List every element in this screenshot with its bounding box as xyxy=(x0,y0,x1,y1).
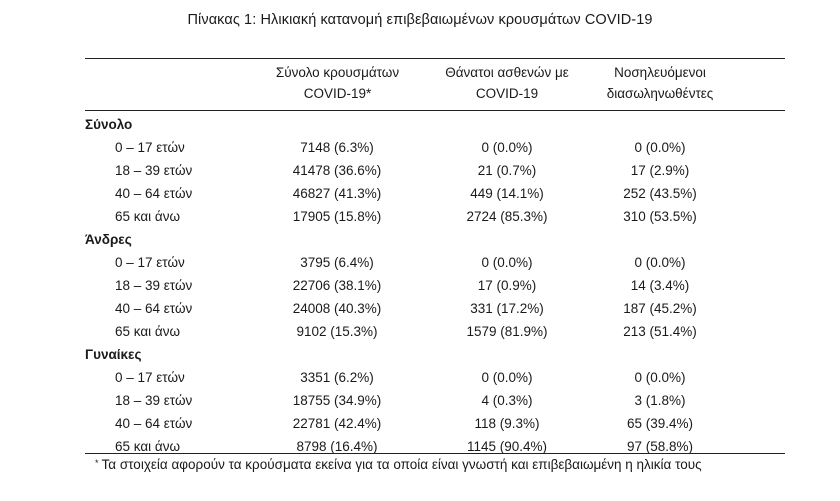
intubated-cell: 0 (0.0%) xyxy=(634,255,686,270)
table-row xyxy=(0,161,840,181)
age-label: 65 και άνω xyxy=(115,439,181,454)
header-line: Σύνολο κρουσμάτων xyxy=(275,65,400,80)
age-label: 65 και άνω xyxy=(115,324,181,339)
age-label: 18 – 39 ετών xyxy=(115,278,193,293)
deaths-cell: 0 (0.0%) xyxy=(481,140,533,155)
intubated-cell: 3 (1.8%) xyxy=(634,393,686,408)
intubated-cell: 310 (53.5%) xyxy=(623,209,697,224)
header-line: Νοσηλευόμενοι xyxy=(614,65,706,80)
age-label: 65 και άνω xyxy=(115,209,181,224)
age-label: 18 – 39 ετών xyxy=(115,163,193,178)
header-deaths xyxy=(432,62,582,104)
table-row xyxy=(0,184,840,204)
deaths-cell: 1145 (90.4%) xyxy=(466,439,548,454)
deaths-cell: 21 (0.7%) xyxy=(477,163,537,178)
intubated-cell: 17 (2.9%) xyxy=(630,163,690,178)
intubated-cell: 0 (0.0%) xyxy=(634,370,686,385)
group-label: Άνδρες xyxy=(85,232,132,247)
header-line: Θάνατοι ασθενών με xyxy=(445,65,569,80)
group-label: Γυναίκες xyxy=(85,347,142,362)
cases-cell: 41478 (36.6%) xyxy=(292,163,382,178)
footnote-text: Τα στοιχεία αφορούν τα κρούσματα εκείνα για τα οποία είναι γνωστή και επιβεβαιωμένη η ηλικία τους xyxy=(101,457,702,472)
cases-cell: 3795 (6.4%) xyxy=(300,255,374,270)
intubated-cell: 97 (58.8%) xyxy=(626,439,694,454)
age-label: 40 – 64 ετών xyxy=(115,186,193,201)
intubated-cell: 252 (43.5%) xyxy=(623,186,697,201)
cases-cell: 46827 (41.3%) xyxy=(292,186,382,201)
header-rule xyxy=(85,110,785,111)
deaths-cell: 4 (0.3%) xyxy=(481,393,533,408)
table-title: Πίνακας 1: Ηλικιακή κατανομή επιβεβαιωμένων κρουσμάτων COVID-19 xyxy=(187,12,653,28)
header-line: COVID-19* xyxy=(303,86,372,101)
deaths-cell: 0 (0.0%) xyxy=(481,370,533,385)
table-row xyxy=(0,322,840,342)
table-row xyxy=(0,276,840,296)
intubated-cell: 213 (51.4%) xyxy=(623,324,697,339)
intubated-cell: 187 (45.2%) xyxy=(623,301,697,316)
deaths-cell: 331 (17.2%) xyxy=(470,301,544,316)
group-row xyxy=(0,115,840,135)
header-line: COVID-19 xyxy=(475,86,539,101)
cases-cell: 22706 (38.1%) xyxy=(292,278,382,293)
top-rule xyxy=(85,58,785,59)
table-row xyxy=(0,299,840,319)
cases-cell: 3351 (6.2%) xyxy=(300,370,374,385)
table-row xyxy=(0,138,840,158)
age-label: 40 – 64 ετών xyxy=(115,301,193,316)
age-label: 0 – 17 ετών xyxy=(115,370,185,385)
deaths-cell: 17 (0.9%) xyxy=(477,278,537,293)
footnote-marker: * xyxy=(95,458,99,468)
deaths-cell: 118 (9.3%) xyxy=(474,416,540,431)
group-label: Σύνολο xyxy=(85,117,133,132)
deaths-cell: 1579 (81.9%) xyxy=(466,324,548,339)
intubated-cell: 0 (0.0%) xyxy=(634,140,686,155)
footnote xyxy=(95,456,702,474)
group-row xyxy=(0,345,840,365)
header-line: διασωληνωθέντες xyxy=(606,86,714,101)
age-label: 40 – 64 ετών xyxy=(115,416,193,431)
deaths-cell: 449 (14.1%) xyxy=(470,186,544,201)
table-row xyxy=(0,368,840,388)
table-row xyxy=(0,414,840,434)
bottom-rule xyxy=(85,453,785,454)
cases-cell: 8798 (16.4%) xyxy=(296,439,378,454)
table-row xyxy=(0,437,840,457)
age-label: 0 – 17 ετών xyxy=(115,140,185,155)
cases-cell: 7148 (6.3%) xyxy=(300,140,374,155)
cases-cell: 24008 (40.3%) xyxy=(292,301,382,316)
group-row xyxy=(0,230,840,250)
cases-cell: 17905 (15.8%) xyxy=(292,209,382,224)
cases-cell: 22781 (42.4%) xyxy=(292,416,382,431)
age-label: 0 – 17 ετών xyxy=(115,255,185,270)
intubated-cell: 14 (3.4%) xyxy=(630,278,690,293)
cases-cell: 9102 (15.3%) xyxy=(296,324,378,339)
age-label: 18 – 39 ετών xyxy=(115,393,193,408)
cases-cell: 18755 (34.9%) xyxy=(292,393,382,408)
deaths-cell: 2724 (85.3%) xyxy=(466,209,548,224)
table-row xyxy=(0,253,840,273)
intubated-cell: 65 (39.4%) xyxy=(626,416,694,431)
table-row xyxy=(0,391,840,411)
header-total-cases xyxy=(250,62,425,104)
table-row xyxy=(0,207,840,227)
header-intubated xyxy=(585,62,735,104)
deaths-cell: 0 (0.0%) xyxy=(481,255,533,270)
